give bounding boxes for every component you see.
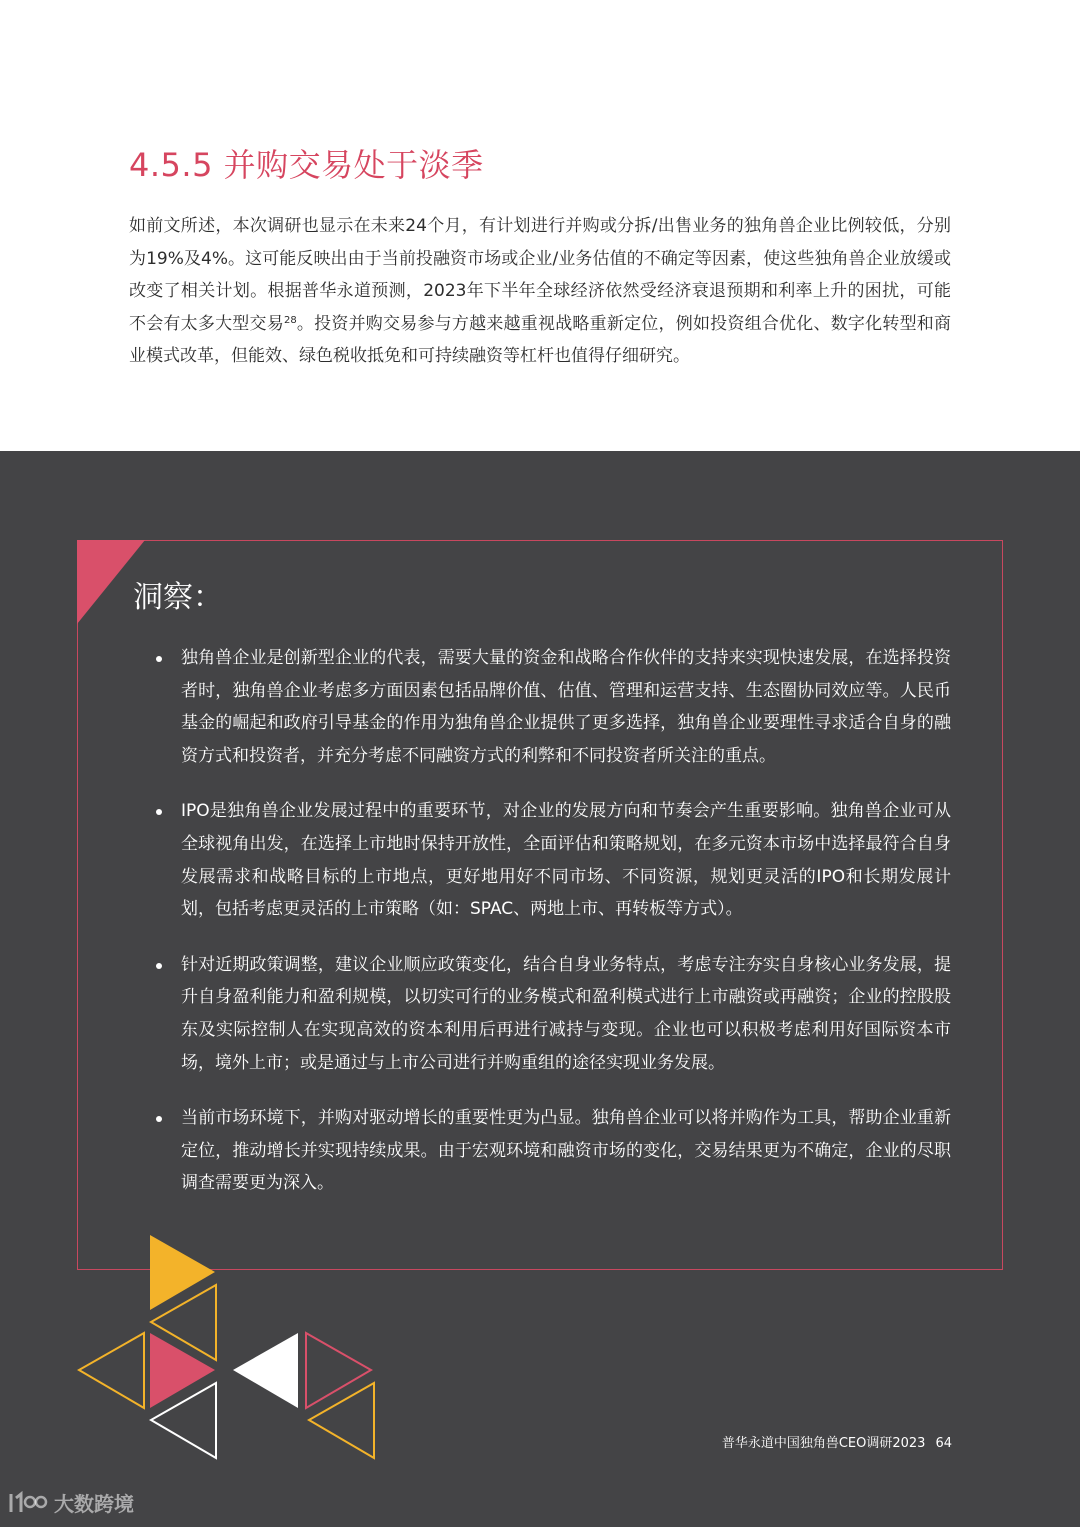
intro-text-part1: 如前文所述，本次调研也显示在未来24个月，有计划进行并购或分拆/出售业务的独角兽企业比例较低，分别为19%及4%。这可能反映出由于当前投融资市场或企业/业务估值的不确定等因素，使这些独角兽企业放缓或改变了相关计划。根据普华永道预测，2023年下半年全球经济依然受经济衰退预期和利率上升的困扰，可能不会有太多大型交易 [129, 216, 951, 334]
intro-text-part2: 。投资并购交易参与方越来越重视战略重新定位，例如投资组合优化、数字化转型和商业模式改革，但能效、绿色税收抵免和可持续融资等杠杆也值得仔细研究。 [129, 313, 952, 367]
insight-bullet-2: IPO是独角兽企业发展过程中的重要环节，对企业的发展方向和节奏会产生重要影响。独角兽企业可从全球视角出发，在选择上市地时保持开放性，全面评估和策略规划，在多元资本市场中选择最符合自身发展需求和战略目标的上市地点，更好地用好不同市场、不同资源，规划更灵活的IPO和长期发展计划，包括考虑更灵活的上市策略（如：SPAC、两地上市、再转板等方式）。 [181, 795, 951, 925]
deco-triangle-white-filled [233, 1333, 298, 1408]
page-number: 64 [935, 1436, 952, 1451]
insight-bullet-3: 针对近期政策调整，建议企业顺应政策变化，结合自身业务特点，考虑专注夯实自身核心业务发展，提升自身盈利能力和盈利规模，以切实可行的业务模式和盈利模式进行上市融资或再融资；企业的控股股东及实际控制人在实现高效的资本利用后再进行减持与变现。企业也可以积极考虑利用好国际资本市场，境外上市；或是通过与上市公司进行并购重组的途径实现业务发展。 [181, 949, 951, 1079]
insight-bullet-1: 独角兽企业是创新型企业的代表，需要大量的资金和战略合作伙伴的支持来实现快速发展，在选择投资者时，独角兽企业考虑多方面因素包括品牌价值、估值、管理和运营支持、生态圈协同效应等。人民币基金的崛起和政府引导基金的作用为独角兽企业提供了更多选择，独角兽企业要理性寻求适合自身的融资方式和投资者，并充分考虑不同融资方式的利弊和不同投资者所关注的重点。 [181, 642, 951, 772]
deco-triangle-pink-outline [306, 1333, 371, 1408]
intro-paragraph [129, 210, 951, 373]
deco-triangle-pink-filled [150, 1333, 215, 1408]
deco-triangle-yellow-outline-2 [79, 1333, 144, 1408]
deco-triangle-yellow-filled [150, 1235, 215, 1310]
footer-report-name: 普华永道中国独角兽CEO调研2023 [721, 1436, 926, 1451]
insight-bullet-list [181, 642, 951, 1223]
top-section [0, 0, 1080, 451]
footnote-ref[interactable]: 28 [283, 314, 297, 326]
insight-bullet-4: 当前市场环境下，并购对驱动增长的重要性更为凸显。独角兽企业可以将并购作为工具，帮助企业重新定位，推动增长并实现持续成果。由于宏观环境和融资市场的变化，交易结果更为不确定，企业的尽职调查需要更为深入。 [181, 1102, 951, 1200]
section-title: 4.5.5 并购交易处于淡季 [129, 146, 484, 184]
watermark-logo-icon [8, 1490, 48, 1516]
insight-title: 洞察： [133, 580, 223, 615]
watermark [8, 1488, 134, 1517]
triangle-pattern-decoration [70, 1225, 390, 1470]
page-footer [722, 1432, 952, 1451]
watermark-text: 大数跨境 [54, 1492, 134, 1516]
deco-triangle-yellow-outline-3 [309, 1383, 374, 1458]
